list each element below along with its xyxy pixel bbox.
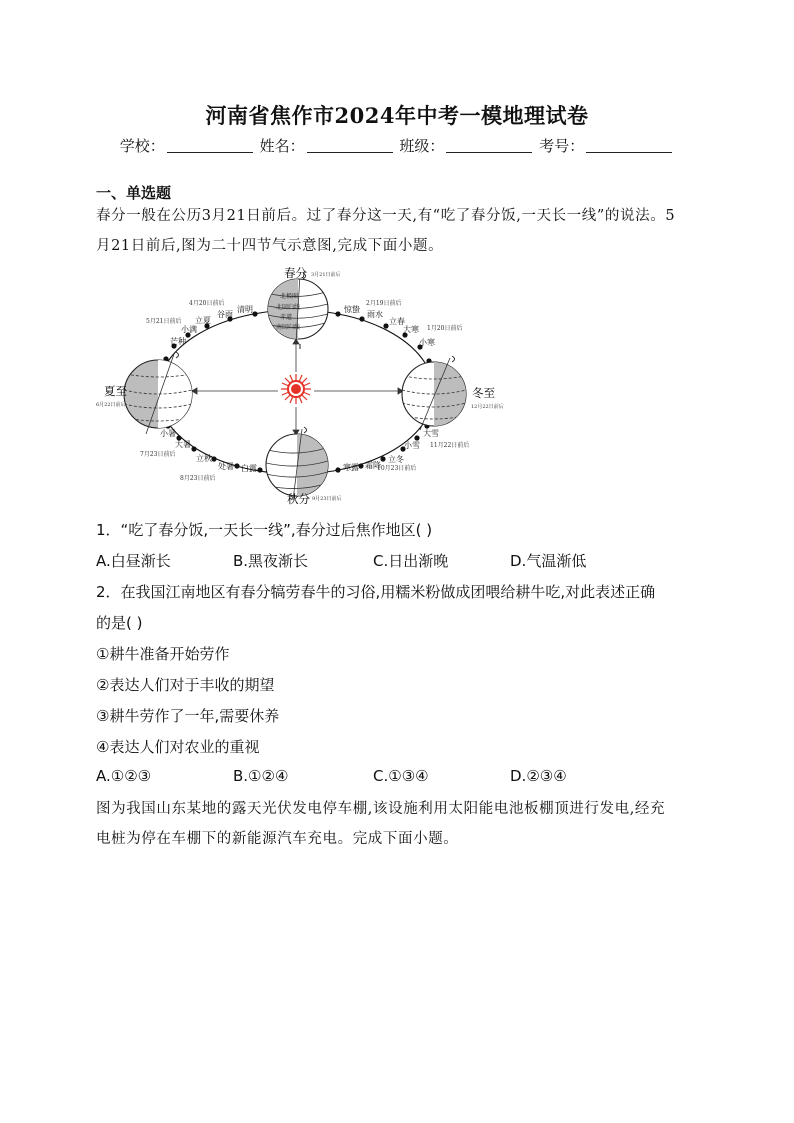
label-lidong: 立冬 [388,455,404,464]
school-blank[interactable] [167,138,253,153]
globe-autumn-equinox [266,427,328,500]
q2-option-c[interactable]: C.①③④ [373,767,429,785]
date-apr20: 4月20日前后 [189,300,225,307]
label-summer-solstice: 夏至 [104,384,127,398]
student-info-line [0,135,794,156]
intro-line: 月21日前后,图为二十四节气示意图,完成下面小题。 [96,238,444,254]
intro-paragraph [96,201,700,261]
label-bailu: 白露 [241,464,257,473]
q2-statement-3: ③耕牛劳作了一年,需要休养 [96,707,280,725]
question-2-options [96,767,700,787]
svg-text:北极圈: 北极圈 [280,293,299,300]
label-spring-equinox: 春分 [284,266,307,280]
date-jul23: 7月23日前后 [140,451,176,458]
label-chushu: 处暑 [218,462,234,471]
date-oct23: 10月23日前后 [377,465,417,472]
q2-option-a[interactable]: A.①②③ [96,767,152,785]
svg-text:南回归线: 南回归线 [276,324,301,331]
date-spring-equinox: 3月21日前后 [311,272,341,278]
label-mangzhong: 芒种 [170,337,186,346]
q1-option-d[interactable]: D.气温渐低 [510,552,587,570]
date-nov22: 11月22日前后 [430,442,470,449]
class-blank[interactable] [446,138,532,153]
exam-number-label: 考号： [539,137,585,155]
q2-statement-2: ②表达人们对于丰收的期望 [96,676,275,694]
label-xiaoxue: 小雪 [404,441,420,450]
page-title: 河南省焦作市2024年中考一模地理试卷 [205,103,589,128]
date-jan20: 1月20日前后 [427,325,463,332]
label-jingzhe: 惊蛰 [344,305,360,314]
question-2-stem-cont: 的是( ) [96,614,143,632]
globe-spring-equinox [268,273,328,349]
date-may21: 5月21日前后 [146,318,182,325]
sun-icon [281,374,311,404]
q1-option-b[interactable]: B.黑夜渐长 [233,552,309,570]
label-dahan: 大寒 [403,325,419,334]
date-summer-solstice: 6月22日前后 [96,402,126,408]
date-winter-solstice: 12月22日前后 [471,404,504,410]
question-1-stem: 1．“吃了春分饭,一天长一线”,春分过后焦作地区( ) [96,521,433,539]
class-label: 班级： [399,137,445,155]
next-intro-line: 图为我国山东某地的露天光伏发电停车棚,该设施利用太阳能电池板棚顶进行发电,经充 [96,801,666,817]
globe-summer-solstice [124,352,194,434]
label-liqiu: 立秋 [196,454,212,463]
label-xiaoshu: 小暑 [160,429,176,438]
name-blank[interactable] [307,138,393,153]
solar-terms-diagram [90,262,520,507]
question-1-options [96,550,700,570]
intro-line: 春分一般在公历3月21日前后。过了春分这一天,有“吃了春分饭,一天长一线”的说法。5 [96,208,676,224]
section-heading: 一、单选题 [96,184,172,202]
q2-statement-1: ①耕牛准备开始劳作 [96,645,230,663]
school-label: 学校： [119,137,165,155]
name-label: 姓名： [259,137,305,155]
next-intro-paragraph [96,794,700,854]
q1-option-c[interactable]: C.日出渐晚 [373,552,449,570]
exam-number-blank[interactable] [586,138,672,153]
q1-option-a[interactable]: A.白昼渐长 [96,552,171,570]
question-2-stem: 2．在我国江南地区有春分犒劳春牛的习俗,用糯米粉做成团喂给耕牛吃,对此表述正确 [96,583,656,601]
q2-statement-4: ④表达人们对农业的重视 [96,738,260,756]
label-shuangjiang: 霜降 [365,461,381,470]
svg-text:北回归线: 北回归线 [276,304,301,311]
label-guyu: 谷雨 [217,310,233,319]
label-lichun: 立春 [389,317,405,326]
next-intro-line: 电桩为停在车棚下的新能源汽车充电。完成下面小题。 [96,831,459,847]
date-autumn-equinox: 9月23日前后 [312,496,342,502]
q2-option-d[interactable]: D.②③④ [510,767,567,785]
label-qingming: 清明 [237,305,253,314]
label-hanlu: 寒露 [343,463,359,472]
label-daxue: 大雪 [423,429,439,438]
label-xiaohan: 小寒 [419,338,435,347]
label-dashu: 大暑 [175,440,191,449]
label-xiaoman: 小满 [181,325,197,334]
label-autumn-equinox: 秋分 [287,492,310,506]
label-lixia: 立夏 [195,316,211,325]
date-aug23: 8月23日前后 [180,475,216,482]
label-winter-solstice: 冬至 [472,386,495,400]
q2-option-b[interactable]: B.①②④ [233,767,289,785]
globe-winter-solstice [402,356,466,430]
date-feb19: 2月19日前后 [366,300,402,307]
svg-text:赤道: 赤道 [280,314,293,321]
label-yushui: 雨水 [367,310,383,319]
